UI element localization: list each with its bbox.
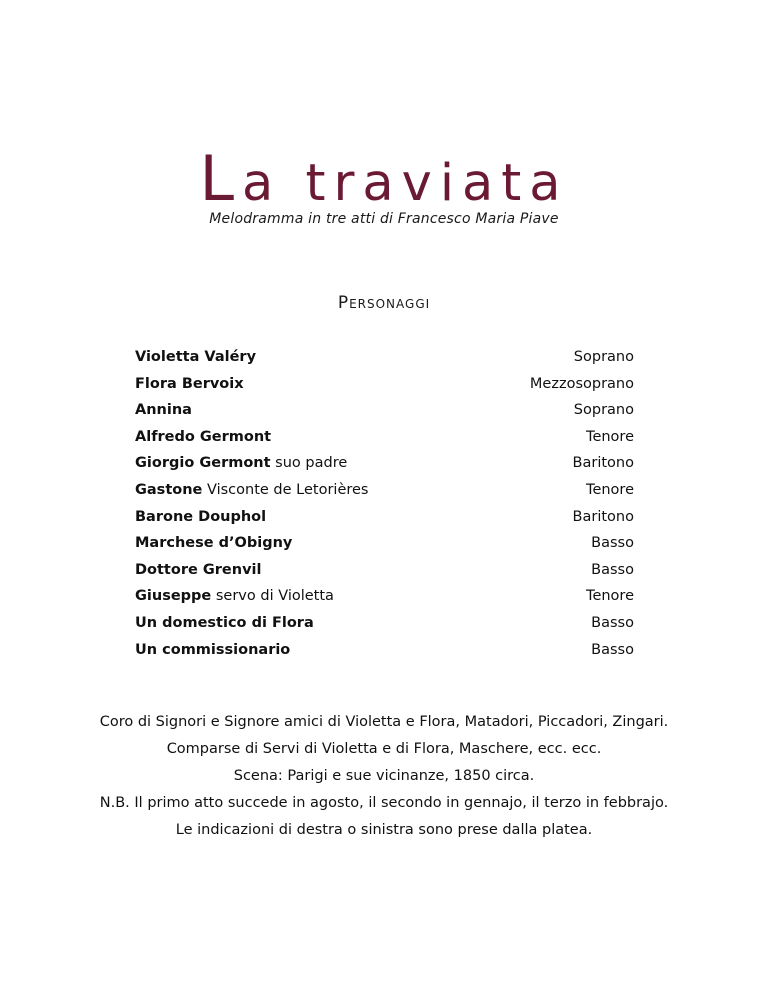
- title-rest: a traviata: [242, 154, 569, 213]
- cast-role: [135, 612, 314, 639]
- cast-name: Dottore Grenvil: [135, 561, 262, 578]
- cast-name: Barone Douphol: [135, 508, 267, 525]
- cast-name: Marchese d’Obigny: [135, 535, 293, 552]
- cast-name: Flora Bervoix: [135, 375, 244, 392]
- cast-name: Giuseppe: [135, 588, 212, 605]
- cast-role: [135, 479, 368, 506]
- cast-name: Un commissionario: [135, 641, 291, 658]
- section-heading-rest: ERSONAGGI: [349, 297, 431, 311]
- title-initial: L: [199, 142, 242, 215]
- note-line: N.B. Il primo atto succede in agosto, il secondo in gennajo, il terzo in febbrajo.: [99, 795, 669, 811]
- note-line: Coro di Signori e Signore amici di Violetta e Flora, Matadori, Piccadori, Zingari.: [99, 714, 669, 730]
- cast-role: [135, 426, 271, 453]
- cast-name: Gastone: [135, 481, 203, 498]
- cast-role: [135, 532, 292, 559]
- cast-row: [135, 639, 634, 666]
- cast-row: [135, 585, 634, 612]
- cast-description: Visconte de Letorières: [202, 481, 369, 498]
- cast-voice: Basso: [591, 641, 634, 658]
- page-title: [0, 142, 768, 215]
- cast-row: [135, 506, 634, 533]
- subtitle: Melodramma in tre atti di Francesco Maria Piave: [209, 211, 559, 227]
- cast-row: [135, 399, 634, 426]
- cast-role: [135, 373, 244, 400]
- cast-row: [135, 346, 634, 373]
- note-line: Le indicazioni di destra o sinistra sono prese dalla platea.: [175, 822, 593, 838]
- cast-voice: Basso: [591, 614, 634, 631]
- cast-role: [135, 639, 290, 666]
- cast-voice: Tenore: [586, 588, 634, 605]
- cast-voice: Mezzosoprano: [529, 375, 634, 392]
- cast-list: [135, 346, 634, 665]
- cast-voice: Tenore: [586, 428, 634, 445]
- cast-voice: Baritono: [572, 455, 634, 472]
- cast-description: servo di Violetta: [211, 588, 334, 605]
- cast-role: [135, 506, 266, 533]
- cast-role: [135, 452, 347, 479]
- cast-name: Violetta Valéry: [135, 349, 257, 365]
- cast-role: [135, 559, 261, 586]
- section-heading-personaggi: [0, 292, 768, 315]
- cast-role: [135, 585, 334, 612]
- section-heading-initial: P: [337, 293, 350, 313]
- cast-row: [135, 559, 634, 586]
- cast-voice: Tenore: [586, 481, 634, 498]
- note-line: Scena: Parigi e sue vicinanze, 1850 circa.: [233, 768, 535, 784]
- cast-row: [135, 479, 634, 506]
- cast-name: Un domestico di Flora: [135, 614, 314, 631]
- cast-voice: Soprano: [573, 402, 634, 419]
- cast-description: suo padre: [270, 455, 348, 472]
- cast-name: Giorgio Germont: [135, 455, 271, 472]
- cast-row: [135, 532, 634, 559]
- cast-name: Annina: [135, 402, 192, 419]
- notes-block: [0, 710, 768, 845]
- cast-role: [135, 346, 256, 373]
- cast-name: Alfredo Germont: [135, 428, 272, 445]
- cast-voice: Basso: [591, 561, 634, 578]
- cast-voice: Basso: [591, 535, 634, 552]
- cast-row: [135, 452, 634, 479]
- cast-row: [135, 373, 634, 400]
- note-line: Comparse di Servi di Violetta e di Flora, Maschere, ecc. ecc.: [166, 741, 602, 757]
- cast-voice: Soprano: [573, 349, 634, 365]
- cast-row: [135, 426, 634, 453]
- cast-voice: Baritono: [572, 508, 634, 525]
- cast-role: [135, 399, 192, 426]
- cast-row: [135, 612, 634, 639]
